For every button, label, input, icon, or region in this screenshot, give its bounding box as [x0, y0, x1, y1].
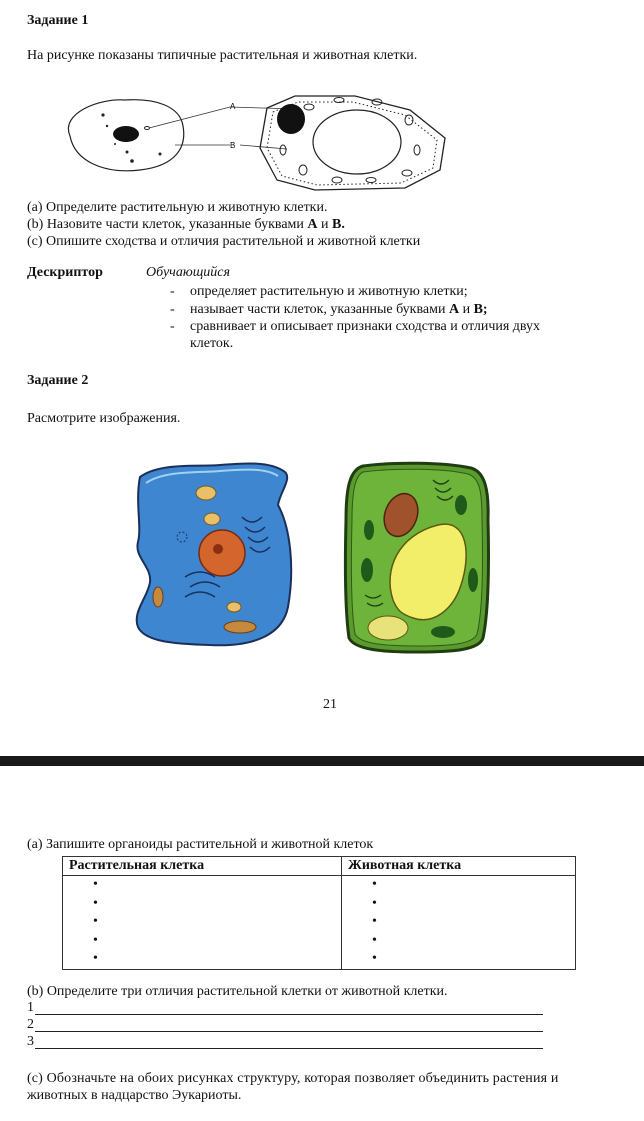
- task1-intro: На рисунке показаны типичные растительная и животная клетки.: [27, 48, 418, 63]
- table-row: [63, 932, 576, 951]
- page-number: 21: [323, 697, 337, 712]
- part-b-question: (b) Определите три отличия растительной клетки от животной клетки.: [27, 984, 448, 999]
- task1-question-c: (c) Опишите сходства и отличия растительной и животной клетки: [27, 234, 421, 249]
- col-plant-cell: Растительная клетка: [63, 857, 342, 876]
- bullet[interactable]: •: [342, 913, 576, 932]
- animal-nucleus: [199, 530, 245, 576]
- descriptor-item-continuation: клеток.: [190, 336, 234, 351]
- bullet[interactable]: •: [342, 950, 576, 969]
- task1-question-a: (a) Определите растительную и животную клетки.: [27, 200, 328, 215]
- label-b: B: [230, 141, 236, 150]
- part-a-question: (a) Запишите органоиды растительной и животной клеток: [27, 837, 374, 852]
- task2-intro: Расмотрите изображения.: [27, 411, 181, 426]
- table-row: [63, 876, 576, 895]
- descriptor-label: Дескриптор: [27, 265, 103, 280]
- table-row: [63, 895, 576, 914]
- bullet[interactable]: •: [63, 950, 342, 969]
- plant-cell-nucleus: [277, 104, 305, 134]
- bullet[interactable]: •: [63, 895, 342, 914]
- descriptor-learner: Обучающийся: [146, 265, 231, 280]
- task2-title: Задание 2: [27, 373, 89, 388]
- animal-cell-color-image: [130, 457, 300, 652]
- task1-title: Задание 1: [27, 13, 89, 28]
- bullet[interactable]: •: [342, 932, 576, 951]
- bullet[interactable]: •: [63, 913, 342, 932]
- animal-cell-nucleus: [113, 126, 139, 142]
- part-c-line1: (c) Обозначьте на обоих рисунках структуру, которая позволяет объединить растения и: [27, 1071, 559, 1086]
- organoids-table: [62, 856, 576, 970]
- part-c-line2: животных в надцарство Эукариоты.: [27, 1088, 242, 1103]
- label-a: A: [230, 102, 236, 111]
- plant-cell-color-image: [343, 460, 493, 655]
- plant-cell-vacuole: [313, 110, 401, 174]
- table-row: [63, 950, 576, 969]
- bullet[interactable]: •: [342, 876, 576, 895]
- col-animal-cell: Животная клетка: [342, 857, 576, 876]
- bullet[interactable]: •: [63, 932, 342, 951]
- table-row: [63, 913, 576, 932]
- task1-question-b: (b) Назовите части клеток, указанные буквами А и В.: [27, 217, 345, 232]
- bullet[interactable]: •: [342, 895, 576, 914]
- page-divider: [0, 756, 644, 766]
- bullet[interactable]: •: [63, 876, 342, 895]
- cell-line-diagram: [55, 88, 455, 198]
